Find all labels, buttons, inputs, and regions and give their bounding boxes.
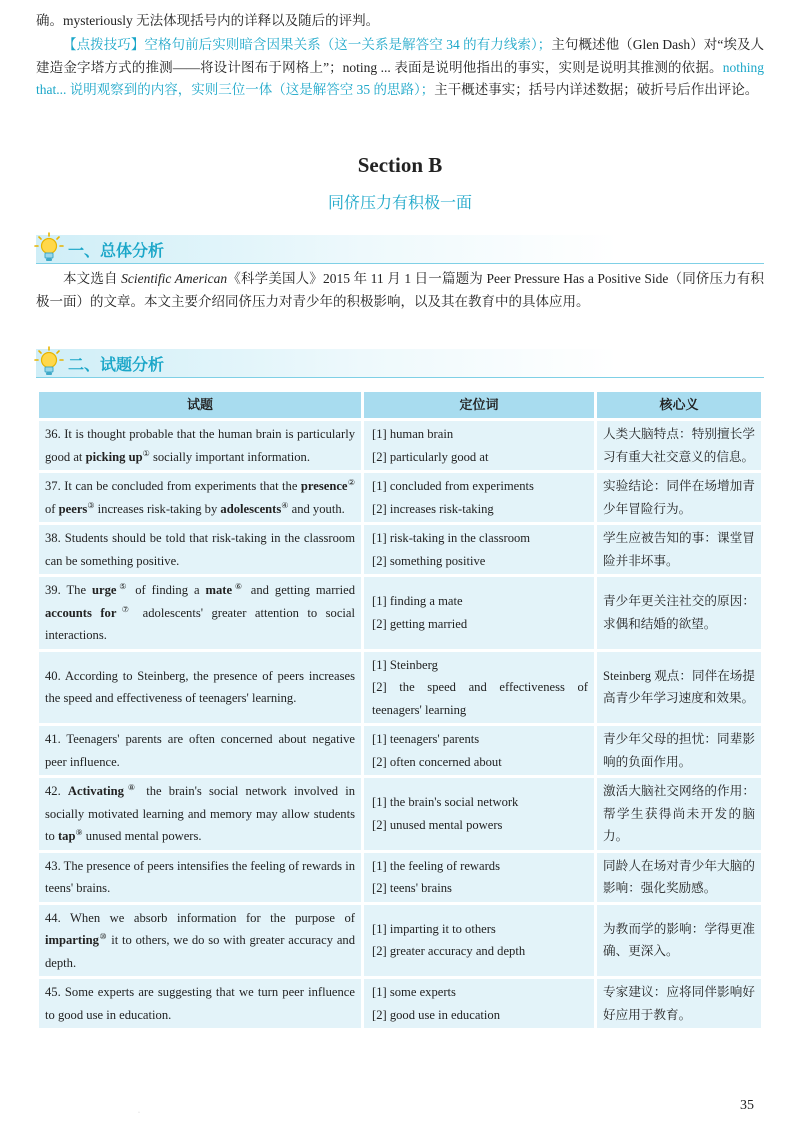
question-cell xyxy=(39,577,361,649)
question-text: unused mental powers. xyxy=(82,829,202,843)
tips-black-1: 主句概述他（Glen Dash）对“埃及人建造金字塔方式的推测——将设计图布于网格上”；noting ... 表面是说明他指出的事实，实则是说明其推测的依据。 xyxy=(36,37,765,75)
question-cell xyxy=(39,905,361,977)
section-subtitle: 同侪压力有积极一面 xyxy=(327,195,472,212)
question-cell xyxy=(39,979,361,1028)
table-row xyxy=(39,778,761,850)
question-text: of xyxy=(45,501,59,516)
question-cell xyxy=(39,473,361,522)
question-text: and getting married xyxy=(244,583,355,597)
core-meaning-cell: 青少年父母的担忧：同辈影响的负面作用。 xyxy=(597,726,761,775)
locator-cell xyxy=(364,652,594,724)
question-text: the brain's social network involved in socially motivated learning and memory may allow students to xyxy=(45,784,355,843)
core-meaning-cell: 青少年更关注社交的原因：求偶和结婚的欲望。 xyxy=(597,577,761,649)
locator-word: [1] the feeling of rewards xyxy=(372,858,500,873)
keyword: imparting xyxy=(45,933,99,947)
table-row xyxy=(39,853,761,902)
locator-word: [1] some experts xyxy=(372,985,456,999)
overview-paragraph xyxy=(36,268,764,313)
table-body xyxy=(39,421,761,1028)
keyword: mate xyxy=(205,583,233,597)
locator-cell xyxy=(364,421,594,470)
page-number: 35 xyxy=(740,1098,754,1113)
footnote-mark: ③ xyxy=(87,500,95,510)
question-text: 44. When we absorb information for the purpose of xyxy=(45,910,355,925)
question-cell xyxy=(39,853,361,902)
keyword: urge xyxy=(92,583,117,597)
heading-overview-text: 一、总体分析 xyxy=(68,243,165,260)
locator-word: [2] something positive xyxy=(372,553,486,568)
locator-cell xyxy=(364,778,594,850)
question-cell xyxy=(39,421,361,470)
question-text: 40. According to Steinberg, the presence of peers increases the speed and effectiveness of teenagers' learning. xyxy=(45,668,355,706)
core-meaning-cell: 人类大脑特点：特别擅长学习有重大社交意义的信息。 xyxy=(597,421,761,470)
table-row xyxy=(39,577,761,649)
locator-word: [1] human brain xyxy=(372,427,454,441)
question-text: it to others, we do so with greater accuracy and depth. xyxy=(45,933,355,970)
question-text: 37. It can be concluded from experiments that the xyxy=(45,479,301,493)
tips-paragraph xyxy=(36,34,764,102)
keyword: accounts for xyxy=(45,605,117,620)
locator-cell xyxy=(364,979,594,1028)
question-cell xyxy=(39,778,361,850)
top-para-line1: 确。mysteriously 无法体现括号内的详释以及随后的评判。 xyxy=(36,13,380,28)
locator-cell xyxy=(364,853,594,902)
keyword: Activating xyxy=(67,784,124,798)
core-meaning-cell: 为教而学的影响：学得更准确、更深入。 xyxy=(597,905,761,977)
table-row xyxy=(39,525,761,574)
question-text: 41. Teenagers' parents are often concerned about negative peer influence. xyxy=(45,732,355,769)
table-row xyxy=(39,726,761,775)
footnote-mark: ⑦ xyxy=(116,604,135,614)
table-row xyxy=(39,421,761,470)
overview-b: 《科学美国人》2015 年 11 月 1 日一篇题为 Peer Pressure Has a Positive Side（同侪压力有积极一面）的文章。本文主要介绍同侪压力对青少年的积极影响，以及其在教育中的具体应用。 xyxy=(36,271,764,309)
header-core-meaning: 核心义 xyxy=(597,392,761,418)
keyword: adolescents xyxy=(220,501,282,516)
table-header-row xyxy=(39,392,761,418)
question-text: adolescents' greater attention to social interactions. xyxy=(45,605,356,642)
footnote-mark: ① xyxy=(142,448,150,458)
keyword: peers xyxy=(58,501,88,516)
header-question: 试题 xyxy=(39,392,361,418)
footnote-mark: ⑥ xyxy=(232,581,245,591)
question-text: 39. The xyxy=(45,583,92,597)
question-text: socially important information. xyxy=(149,449,311,464)
locator-word: [2] good use in education xyxy=(372,1007,501,1022)
core-meaning-cell: 专家建议：应将同伴影响好好应用于教育。 xyxy=(597,979,761,1028)
core-meaning-cell: 学生应被告知的事：课堂冒险并非坏事。 xyxy=(597,525,761,574)
question-text: 43. The presence of peers intensifies the feeling of rewards in teens' brains. xyxy=(45,858,355,895)
question-text: 36. It is thought probable that the human brain is particularly good at xyxy=(45,427,355,464)
footnote-mark: ④ xyxy=(281,500,289,510)
core-meaning-cell: 实验结论：同伴在场增加青少年冒险行为。 xyxy=(597,473,761,522)
locator-word: [2] teens' brains xyxy=(372,881,452,895)
locator-word: [1] imparting it to others xyxy=(372,921,496,936)
core-meaning-cell: 同龄人在场对青少年大脑的影响：强化奖励感。 xyxy=(597,853,761,902)
keyword: picking up xyxy=(85,449,143,464)
tips-cyan-1: 空格句前后实则暗含因果关系（这一关系是解答空 34 的有力线索）； xyxy=(144,37,552,52)
locator-cell xyxy=(364,726,594,775)
locator-cell xyxy=(364,473,594,522)
heading-analysis-text: 二、试题分析 xyxy=(68,357,165,374)
lightbulb-icon xyxy=(34,232,64,264)
keyword: tap xyxy=(57,829,76,843)
question-text: and youth. xyxy=(288,501,345,516)
tips-black-2: 主干概述事实；括号内详述数据；破折号后作出评论。 xyxy=(434,82,759,97)
question-text: increases risk-taking by xyxy=(94,501,221,516)
heading-analysis xyxy=(36,349,764,378)
question-analysis-table xyxy=(36,389,764,1031)
tips-cyan-2: nothing that... 说明观察到的内容，实则三位一体（这是解答空 35 的思路）； xyxy=(36,59,764,97)
table-row xyxy=(39,473,761,522)
locator-word: [2] greater accuracy and depth xyxy=(372,944,526,959)
locator-word: [2] particularly good at xyxy=(372,449,489,464)
locator-word: [2] increases risk-taking xyxy=(372,501,494,516)
core-meaning-cell: 激活大脑社交网络的作用：帮学生获得尚未开发的脑力。 xyxy=(597,778,761,850)
question-text: 38. Students should be told that risk-taking in the classroom can be something positive. xyxy=(45,531,355,568)
locator-word: [1] concluded from experiments xyxy=(372,479,534,493)
core-meaning-cell: Steinberg 观点：同伴在场提高青少年学习速度和效果。 xyxy=(597,652,761,724)
tips-label: 【点拨技巧】 xyxy=(63,37,145,52)
footnote-mark: ⑤ xyxy=(116,581,130,591)
locator-word: [1] finding a mate xyxy=(372,594,463,609)
locator-word: [1] the brain's social network xyxy=(372,795,519,810)
overview-a: 本文选自 xyxy=(63,271,122,286)
question-text: 42. xyxy=(45,784,68,798)
question-cell xyxy=(39,726,361,775)
table-row xyxy=(39,652,761,724)
locator-word: [1] risk-taking in the classroom xyxy=(372,531,531,545)
page-speck: · xyxy=(138,1110,140,1116)
table-row xyxy=(39,979,761,1028)
locator-word: [2] unused mental powers xyxy=(372,817,503,832)
locator-cell xyxy=(364,905,594,977)
heading-overview xyxy=(36,235,764,264)
top-paragraph xyxy=(36,10,764,33)
locator-cell xyxy=(364,577,594,649)
locator-word: [2] getting married xyxy=(372,616,468,631)
locator-word: [1] Steinberg xyxy=(372,657,438,672)
header-locator: 定位词 xyxy=(364,392,594,418)
table-row xyxy=(39,905,761,977)
locator-cell xyxy=(364,525,594,574)
overview-journal: Scientific American xyxy=(121,271,228,286)
locator-word: [2] often concerned about xyxy=(372,754,502,769)
question-text: 45. Some experts are suggesting that we turn peer influence to good use in education. xyxy=(45,985,355,1022)
question-text: of finding a xyxy=(129,583,206,597)
footnote-mark: ⑨ xyxy=(75,827,83,837)
question-cell xyxy=(39,652,361,724)
locator-word: [1] teenagers' parents xyxy=(372,732,480,746)
footnote-mark: ② xyxy=(347,477,356,487)
footnote-mark: ⑩ xyxy=(98,931,108,941)
locator-word: [2] the speed and effectiveness of teenagers' learning xyxy=(372,680,588,717)
lightbulb-icon xyxy=(34,346,64,378)
section-title: Section B xyxy=(357,153,443,177)
question-cell xyxy=(39,525,361,574)
footnote-mark: ⑧ xyxy=(123,782,140,792)
keyword: presence xyxy=(300,479,348,493)
